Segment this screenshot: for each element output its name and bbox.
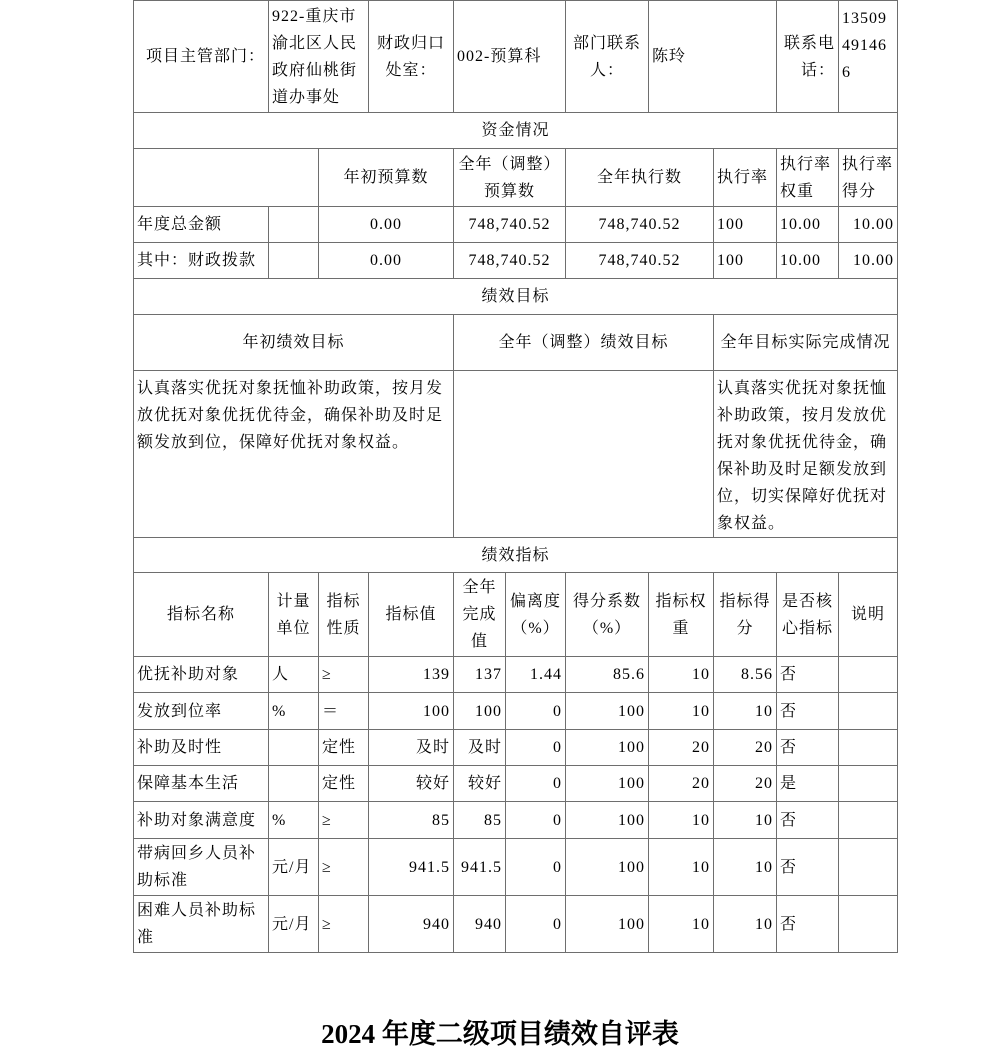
indicator-cell — [133, 656, 269, 693]
indicator-cell-text: 20 — [755, 775, 773, 792]
funds-cell-executed — [565, 242, 714, 279]
indicator-cell-text: 优抚补助对象 — [137, 666, 240, 683]
indicator-cell-text: 较好 — [415, 775, 450, 792]
indicator-cell-text: 10 — [692, 915, 710, 933]
indicator-cell-text: 0 — [553, 915, 562, 933]
indicator-cell-text: ≥ — [322, 666, 332, 683]
indicator-column-header-text: 指标名称 — [166, 606, 235, 623]
indicator-cell — [565, 729, 649, 766]
indicator-cell — [713, 765, 777, 802]
goals-section-title — [133, 278, 898, 315]
indicator-cell-text: 10 — [755, 858, 773, 876]
indicator-cell-text: 否 — [780, 702, 798, 720]
funds-cell-adjusted — [453, 206, 566, 243]
finance-label — [368, 0, 454, 113]
indicator-cell — [133, 801, 269, 839]
indicator-cell — [505, 692, 566, 730]
indicator-cell-text: 是 — [780, 775, 798, 792]
indicator-cell — [648, 656, 714, 693]
indicator-cell-text: 20 — [692, 775, 710, 792]
indicator-cell — [133, 838, 269, 896]
funds-row-blank — [268, 206, 319, 243]
indicator-cell — [565, 895, 649, 953]
indicator-cell — [505, 729, 566, 766]
funds-column-header-text: 执行率 — [717, 169, 769, 186]
indicator-cell — [648, 801, 714, 839]
funds-column-header — [565, 148, 714, 207]
finance-value — [453, 0, 566, 113]
indicator-cell — [776, 765, 839, 802]
indicator-cell-text: 0 — [553, 702, 562, 720]
indicator-cell-text: 100 — [618, 739, 645, 756]
indicator-column-header — [268, 572, 319, 657]
phone-value — [838, 0, 898, 113]
phone-label — [776, 0, 839, 113]
indicator-cell-text: 0 — [553, 811, 562, 829]
indicator-cell — [368, 656, 454, 693]
indicator-cell-text: 100 — [475, 702, 502, 720]
indicator-cell-text: 0 — [553, 858, 562, 876]
indicator-cell-text: 8.56 — [741, 666, 773, 683]
indicator-column-header-text: 说明 — [850, 606, 885, 623]
indicator-cell-text: ＝ — [322, 702, 340, 720]
indicator-cell — [268, 729, 319, 766]
indicator-cell-text: 100 — [618, 702, 645, 720]
indicator-cell-text: 85 — [432, 811, 450, 829]
indicator-cell — [505, 838, 566, 896]
indicator-cell — [776, 895, 839, 953]
goal-initial-text-text: 认真落实优抚对象抚恤补助政策，按月发放优抚对象优抚优待金，确保补助及时足额发放到位，保障好优抚对象权益。 — [137, 380, 444, 451]
indicator-cell-text: 0 — [553, 775, 562, 792]
funds-section-title-text: 资金情况 — [481, 122, 550, 139]
indicator-cell-text: 20 — [755, 739, 773, 756]
indicator-cell-text: 85.6 — [613, 666, 645, 683]
dept-value-text: 922-重庆市渝北区人民政府仙桃街道办事处 — [272, 7, 358, 106]
goal-actual-text — [713, 370, 898, 538]
funds-column-header — [838, 148, 898, 207]
indicator-cell-text: 发放到位率 — [137, 702, 223, 720]
funds-cell-executed-text: 748,740.52 — [598, 252, 681, 269]
indicator-cell — [776, 656, 839, 693]
indicators-section-title-text: 绩效指标 — [481, 546, 550, 564]
goals-col-actual-text: 全年目标实际完成情况 — [720, 334, 891, 351]
indicator-cell — [713, 692, 777, 730]
funds-section-title — [133, 112, 898, 149]
indicator-cell — [268, 801, 319, 839]
goals-col-initial-text: 年初绩效目标 — [242, 334, 345, 351]
goals-col-actual — [713, 314, 898, 371]
indicator-cell — [133, 692, 269, 730]
funds-cell-weight — [776, 242, 839, 279]
indicator-cell-text: 元/月 — [272, 915, 312, 933]
indicator-cell-text: 10 — [692, 702, 710, 720]
indicator-cell — [565, 656, 649, 693]
indicator-column-header — [318, 572, 369, 657]
goal-actual-text-text: 认真落实优抚对象抚恤补助政策，按月发放优抚对象优抚优待金，确保补助及时足额发放到位，切实保障好优抚对象权益。 — [717, 380, 888, 532]
indicator-cell-text: 137 — [475, 666, 502, 683]
indicator-cell-text: 139 — [423, 666, 450, 683]
indicator-cell — [268, 895, 319, 953]
funds-column-header-text: 年初预算数 — [343, 169, 429, 186]
finance-label-text: 财政归口处室： — [376, 34, 445, 79]
funds-cell-executed — [565, 206, 714, 243]
indicator-cell-text: 定性 — [322, 739, 357, 756]
indicator-cell — [838, 765, 898, 802]
indicator-cell-text: 否 — [780, 915, 798, 933]
indicator-cell — [368, 692, 454, 730]
goal-adjusted-text — [453, 370, 714, 538]
indicator-column-header — [368, 572, 454, 657]
phone-value-text: 13509491466 — [842, 10, 887, 81]
indicator-cell-text: 否 — [780, 858, 798, 876]
indicator-cell-text: 困难人员补助标准 — [137, 902, 257, 946]
contact-label-text: 部门联系人： — [572, 34, 641, 79]
indicator-cell-text: ≥ — [322, 915, 332, 933]
funds-cell-score — [838, 206, 898, 243]
indicator-cell-text: 10 — [692, 858, 710, 876]
indicator-column-header — [505, 572, 566, 657]
indicator-cell — [776, 838, 839, 896]
indicator-cell — [318, 656, 369, 693]
indicator-cell-text: 10 — [755, 702, 773, 720]
contact-label — [565, 0, 649, 113]
indicator-cell-text: 100 — [618, 811, 645, 829]
indicator-column-header-text: 全年完成值 — [462, 579, 497, 650]
goals-col-adjusted — [453, 314, 714, 371]
indicator-cell-text: 定性 — [322, 775, 357, 792]
indicator-cell — [505, 765, 566, 802]
indicator-cell-text: 10 — [755, 811, 773, 829]
indicator-cell — [453, 729, 506, 766]
indicator-cell-text: 941.5 — [461, 858, 502, 876]
indicator-column-header-text: 指标得分 — [719, 592, 771, 637]
indicator-cell-text: 1.44 — [530, 666, 562, 683]
indicator-cell — [268, 692, 319, 730]
indicator-cell — [713, 729, 777, 766]
indicator-cell-text: 补助及时性 — [137, 739, 223, 756]
indicator-column-header-text: 指标权重 — [655, 592, 707, 637]
indicator-column-header — [565, 572, 649, 657]
indicator-cell-text: 20 — [692, 739, 710, 756]
funds-cell-initial — [318, 242, 454, 279]
indicator-cell-text: 及时 — [415, 739, 450, 756]
indicator-cell-text: 及时 — [467, 739, 502, 756]
indicator-cell — [838, 729, 898, 766]
indicator-cell — [505, 656, 566, 693]
indicator-column-header — [648, 572, 714, 657]
indicator-cell — [838, 656, 898, 693]
indicator-cell — [648, 692, 714, 730]
indicator-cell — [318, 692, 369, 730]
indicator-cell — [368, 801, 454, 839]
indicator-cell-text: ≥ — [322, 858, 332, 876]
funds-column-header-text: 执行率权重 — [780, 155, 832, 200]
indicator-cell — [318, 729, 369, 766]
indicator-column-header — [133, 572, 269, 657]
funds-column-header-text: 全年执行数 — [596, 169, 682, 186]
indicator-cell — [133, 765, 269, 802]
funds-cell-rate — [713, 242, 777, 279]
indicator-cell-text: 否 — [780, 666, 798, 683]
indicator-cell — [648, 729, 714, 766]
document-title: 2024 年度二级项目绩效自评表 — [321, 1019, 679, 1049]
indicator-cell — [565, 801, 649, 839]
indicator-cell-text: 940 — [475, 915, 502, 933]
indicator-cell-text: 较好 — [467, 775, 502, 792]
indicator-cell — [838, 801, 898, 839]
indicator-cell — [268, 765, 319, 802]
indicator-column-header-text: 得分系数（%） — [572, 592, 641, 637]
funds-cell-weight — [776, 206, 839, 243]
indicator-cell — [453, 895, 506, 953]
funds-row-label — [133, 206, 269, 243]
goals-col-initial — [133, 314, 454, 371]
indicator-cell — [838, 895, 898, 953]
indicator-cell-text: 否 — [780, 811, 798, 829]
funds-column-header — [318, 148, 454, 207]
dept-label — [133, 0, 269, 113]
funds-cell-rate — [713, 206, 777, 243]
dept-label-text: 项目主管部门： — [145, 48, 265, 65]
funds-cell-executed-text: 748,740.52 — [598, 216, 681, 233]
indicator-cell-text: 人 — [272, 666, 290, 683]
funds-cell-adjusted-text: 748,740.52 — [468, 252, 551, 269]
indicator-cell — [318, 801, 369, 839]
indicator-column-header-text: 是否核心指标 — [781, 592, 833, 637]
indicator-cell — [648, 838, 714, 896]
indicator-column-header — [713, 572, 777, 657]
funds-cell-initial — [318, 206, 454, 243]
goals-col-adjusted-text: 全年（调整）绩效目标 — [498, 334, 669, 351]
indicator-cell — [318, 838, 369, 896]
indicator-cell — [318, 765, 369, 802]
indicator-cell — [453, 692, 506, 730]
indicator-cell-text: 10 — [692, 666, 710, 683]
indicator-cell — [838, 692, 898, 730]
indicator-cell-text: ≥ — [322, 811, 332, 829]
funds-row-blank — [268, 242, 319, 279]
funds-cell-adjusted — [453, 242, 566, 279]
indicator-cell — [713, 895, 777, 953]
indicator-cell-text: 带病回乡人员补助标准 — [137, 845, 257, 889]
funds-cell-score-text: 10.00 — [853, 216, 894, 233]
indicator-cell — [368, 895, 454, 953]
funds-column-header — [713, 148, 777, 207]
indicator-column-header — [453, 572, 506, 657]
funds-cell-rate-text: 100 — [717, 216, 744, 233]
funds-cell-initial-text: 0.00 — [370, 216, 402, 233]
indicator-cell — [133, 729, 269, 766]
indicator-column-header-text: 偏离度（%） — [509, 592, 561, 637]
funds-row-label — [133, 242, 269, 279]
indicator-cell — [838, 838, 898, 896]
indicator-cell — [453, 801, 506, 839]
funds-cell-weight-text: 10.00 — [780, 216, 821, 233]
indicator-cell-text: 941.5 — [409, 858, 450, 876]
indicator-cell — [453, 838, 506, 896]
funds-header-blank — [133, 148, 319, 207]
indicator-cell-text: 否 — [780, 739, 798, 756]
indicator-cell-text: 补助对象满意度 — [137, 811, 257, 829]
funds-cell-rate-text: 100 — [717, 252, 744, 269]
indicator-cell — [776, 729, 839, 766]
indicator-cell — [776, 801, 839, 839]
indicator-cell — [776, 692, 839, 730]
funds-cell-weight-text: 10.00 — [780, 252, 821, 269]
indicator-column-header-text: 指标值 — [385, 606, 437, 623]
indicator-cell-text: 元/月 — [272, 858, 312, 876]
indicator-cell — [713, 801, 777, 839]
indicator-cell — [505, 895, 566, 953]
indicator-cell-text: 100 — [618, 775, 645, 792]
indicator-cell — [648, 895, 714, 953]
funds-row-label-text: 其中：财政拨款 — [137, 252, 257, 269]
funds-cell-initial-text: 0.00 — [370, 252, 402, 269]
indicator-cell-text: 100 — [423, 702, 450, 720]
phone-label-text: 联系电话： — [783, 34, 835, 79]
indicator-cell — [713, 656, 777, 693]
indicator-cell-text: % — [272, 811, 287, 829]
indicator-cell-text: 100 — [618, 858, 645, 876]
indicator-cell — [368, 765, 454, 802]
contact-value-text: 陈玲 — [652, 48, 687, 65]
indicators-section-title — [133, 537, 898, 573]
indicator-cell — [565, 765, 649, 802]
indicator-cell — [318, 895, 369, 953]
indicator-cell — [268, 838, 319, 896]
funds-column-header-text: 全年（调整）预算数 — [458, 155, 561, 200]
indicator-cell — [368, 729, 454, 766]
funds-cell-score-text: 10.00 — [853, 252, 894, 269]
indicator-cell — [565, 692, 649, 730]
indicator-cell — [453, 765, 506, 802]
indicator-cell-text: 保障基本生活 — [137, 775, 240, 792]
indicator-cell — [648, 765, 714, 802]
indicator-cell — [713, 838, 777, 896]
indicator-column-header-text: 指标性质 — [326, 592, 361, 637]
indicator-cell — [453, 656, 506, 693]
funds-cell-score — [838, 242, 898, 279]
indicator-cell — [268, 656, 319, 693]
contact-value — [648, 0, 777, 113]
indicator-cell-text: % — [272, 702, 287, 720]
indicator-cell — [505, 801, 566, 839]
funds-row-label-text: 年度总金额 — [137, 216, 223, 233]
indicator-column-header — [838, 572, 898, 657]
funds-column-header — [453, 148, 566, 207]
funds-cell-adjusted-text: 748,740.52 — [468, 216, 551, 233]
indicator-cell — [133, 895, 269, 953]
indicator-cell — [565, 838, 649, 896]
indicator-column-header-text: 计量单位 — [276, 592, 311, 637]
indicator-cell-text: 85 — [484, 811, 502, 829]
indicator-cell-text: 10 — [755, 915, 773, 933]
goal-initial-text — [133, 370, 454, 538]
dept-value — [268, 0, 369, 113]
indicator-cell-text: 0 — [553, 739, 562, 756]
indicator-column-header — [776, 572, 839, 657]
indicator-cell — [368, 838, 454, 896]
goals-section-title-text: 绩效目标 — [481, 288, 550, 305]
indicator-cell-text: 940 — [423, 915, 450, 933]
indicator-cell-text: 100 — [618, 915, 645, 933]
funds-column-header — [776, 148, 839, 207]
funds-column-header-text: 执行率得分 — [842, 155, 894, 200]
indicator-cell-text: 10 — [692, 811, 710, 829]
finance-value-text: 002-预算科 — [457, 48, 542, 65]
